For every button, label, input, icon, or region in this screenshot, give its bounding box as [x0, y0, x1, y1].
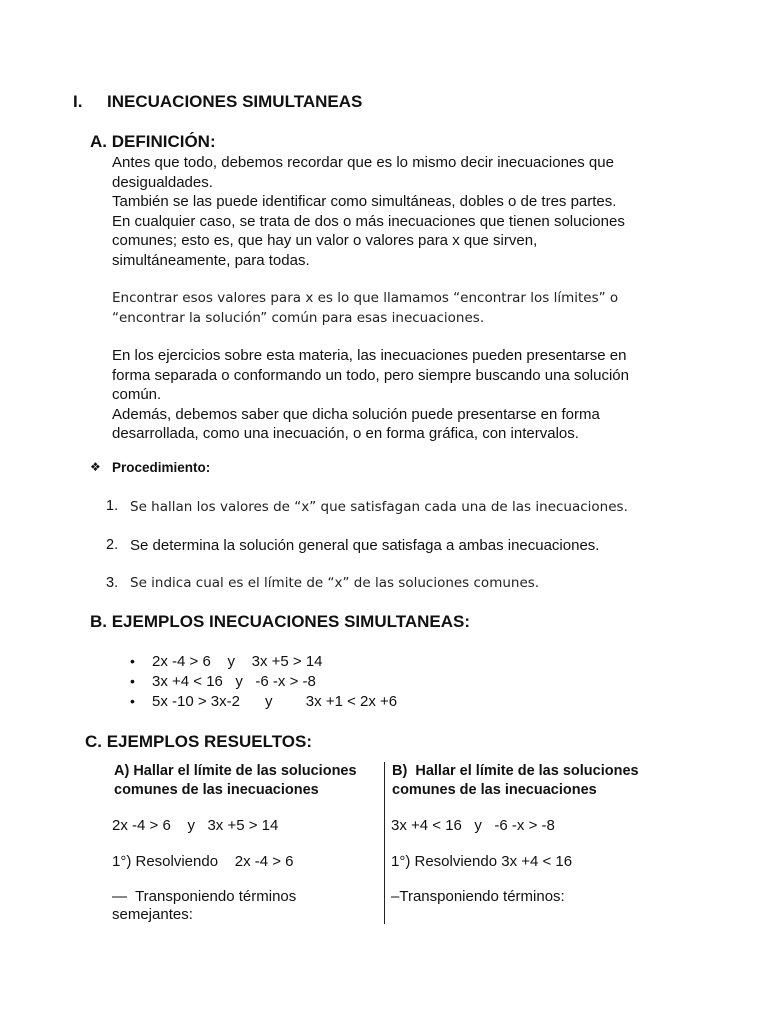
col-b-line: 1°) Resolviendo 3x +4 < 16: [391, 853, 573, 870]
bullet-icon: •: [130, 673, 135, 689]
section-number: I.: [73, 92, 83, 111]
col-b-title: B) Hallar el límite de las soluciones: [392, 763, 639, 779]
definicion-paragraph-1: [112, 153, 625, 270]
ejemplos-heading: B. EJEMPLOS INECUACIONES SIMULTANEAS:: [90, 612, 471, 631]
text-line: desarrollada, como una inecuación, o en forma gráfica, con intervalos.: [112, 425, 579, 442]
col-b-line: 3x +4 < 16 y -6 -x > -8: [391, 817, 555, 834]
text-line: forma separada o conformando un todo, pero siempre buscando una solución: [112, 366, 629, 384]
text-line: desigualdades.: [112, 173, 213, 191]
definicion-heading: A. DEFINICIÓN:: [90, 132, 216, 151]
definicion-paragraph-3: [112, 346, 629, 444]
resueltos-heading: C. EJEMPLOS RESUELTOS:: [85, 732, 313, 751]
text-line: Además, debemos saber que dicha solución puede presentarse en forma: [112, 405, 600, 423]
text-line: “encontrar la solución” común para esas inecuaciones.: [112, 310, 485, 326]
step-text: Se determina la solución general que satisfaga a ambas inecuaciones.: [130, 537, 600, 554]
col-a-title: comunes de las inecuaciones: [114, 782, 319, 798]
col-a-line: semejantes:: [112, 906, 193, 923]
bullet-icon: •: [130, 653, 135, 669]
example-item: 5x -10 > 3x-2 y 3x +1 < 2x +6: [152, 693, 398, 710]
section-title: INECUACIONES SIMULTANEAS: [107, 92, 363, 111]
col-a-line: 1°) Resolviendo 2x -4 > 6: [112, 853, 294, 870]
column-divider: [384, 762, 385, 924]
step-number: 2.: [106, 537, 119, 553]
col-b-title: comunes de las inecuaciones: [392, 782, 597, 798]
step-number: 3.: [106, 575, 119, 591]
example-item: 2x -4 > 6 y 3x +5 > 14: [152, 653, 323, 670]
text-line: comunes; esto es, que hay un valor o valores para x que sirven,: [112, 232, 538, 249]
text-line: Encontrar esos valores para x es lo que llamamos “encontrar los límites” o: [112, 290, 619, 306]
step-text: Se hallan los valores de “x” que satisfagan cada una de las inecuaciones.: [130, 499, 628, 515]
text-line: En cualquier caso, se trata de dos o más inecuaciones que tienen soluciones: [112, 212, 625, 230]
col-a-line: — Transponiendo términos: [112, 888, 297, 905]
diamond-bullet-icon: ❖: [90, 460, 101, 474]
bullet-icon: •: [130, 693, 135, 709]
definicion-paragraph-2: [112, 288, 618, 328]
step-text: Se indica cual es el límite de “x” de las soluciones comunes.: [130, 575, 540, 591]
example-item: 3x +4 < 16 y -6 -x > -8: [152, 673, 316, 690]
text-line: simultáneamente, para todas.: [112, 251, 310, 269]
text-line: También se las puede identificar como simultáneas, dobles o de tres partes.: [112, 193, 617, 210]
procedimiento-label: Procedimiento:: [112, 460, 211, 475]
col-a-title: A) Hallar el límite de las soluciones: [114, 763, 357, 779]
text-line: En los ejercicios sobre esta materia, las inecuaciones pueden presentarse en: [112, 347, 627, 364]
text-line: Antes que todo, debemos recordar que es lo mismo decir inecuaciones que: [112, 154, 614, 171]
col-a-line: 2x -4 > 6 y 3x +5 > 14: [112, 817, 279, 834]
col-b-line: –Transponiendo términos:: [391, 888, 565, 905]
step-number: 1.: [106, 498, 119, 514]
text-line: común.: [112, 386, 162, 403]
